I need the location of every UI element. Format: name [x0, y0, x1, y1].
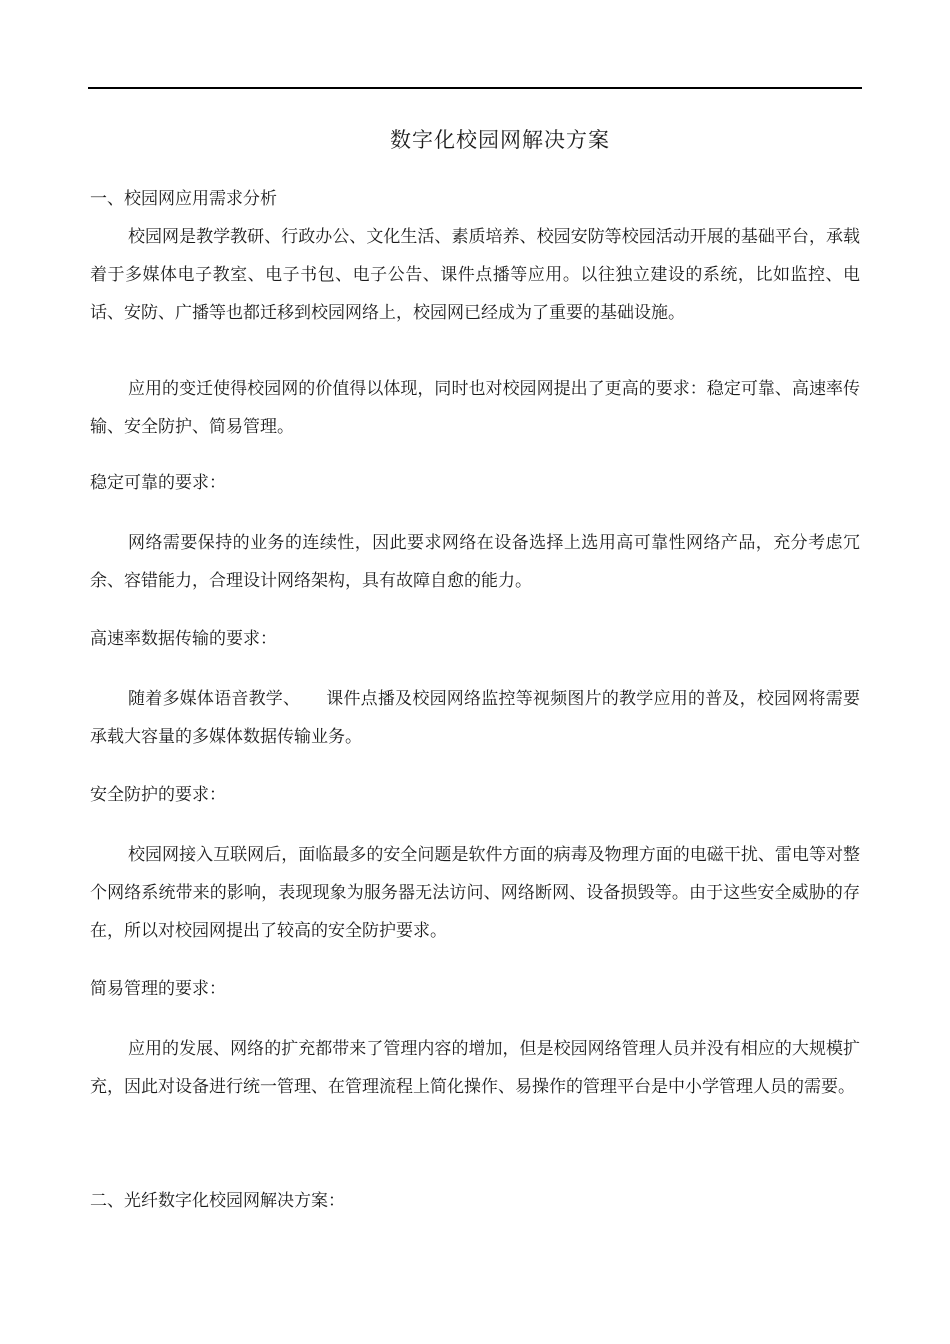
section2-heading: 二、光纤数字化校园网解决方案：	[90, 1191, 345, 1211]
intro-paragraph-1: 校园网是教学教研、行政办公、文化生活、素质培养、校园安防等校园活动开展的基础平台，承载着于多媒体电子教室、电子书包、电子公告、课件点播等应用。以往独立建设的系统，比如监控、电话、安防、广播等也都迁移到校园网络上，校园网已经成为了重要的基础设施。	[90, 227, 860, 323]
header-rule	[88, 87, 862, 89]
requirement-heading-security: 安全防护的要求：	[90, 785, 226, 805]
document-title: 数字化校园网解决方案	[390, 128, 610, 152]
section1-heading: 一、校园网应用需求分析	[90, 189, 277, 209]
requirement-body-management: 应用的发展、网络的扩充都带来了管理内容的增加，但是校园网络管理人员并没有相应的大规模扩充，因此对设备进行统一管理、在管理流程上简化操作、易操作的管理平台是中小学管理人员的需要。	[90, 1039, 860, 1097]
requirement-body-speed: 随着多媒体语音教学、 课件点播及校园网络监控等视频图片的教学应用的普及，校园网将需要承载大容量的多媒体数据传输业务。	[90, 689, 860, 747]
requirement-body-security: 校园网接入互联网后，面临最多的安全问题是软件方面的病毒及物理方面的电磁干扰、雷电等对整个网络系统带来的影响，表现现象为服务器无法访问、网络断网、设备损毁等。由于这些安全威胁的存在，所以对校园网提出了较高的安全防护要求。	[90, 845, 860, 941]
intro-paragraph-2: 应用的变迁使得校园网的价值得以体现，同时也对校园网提出了更高的要求：稳定可靠、高速率传输、安全防护、简易管理。	[90, 379, 860, 437]
requirement-body-reliable: 网络需要保持的业务的连续性，因此要求网络在设备选择上选用高可靠性网络产品，充分考虑冗余、容错能力，合理设计网络架构，具有故障自愈的能力。	[90, 533, 860, 591]
requirement-heading-reliable: 稳定可靠的要求：	[90, 473, 226, 493]
requirement-heading-speed: 高速率数据传输的要求：	[90, 629, 277, 649]
requirement-heading-management: 简易管理的要求：	[90, 979, 226, 999]
